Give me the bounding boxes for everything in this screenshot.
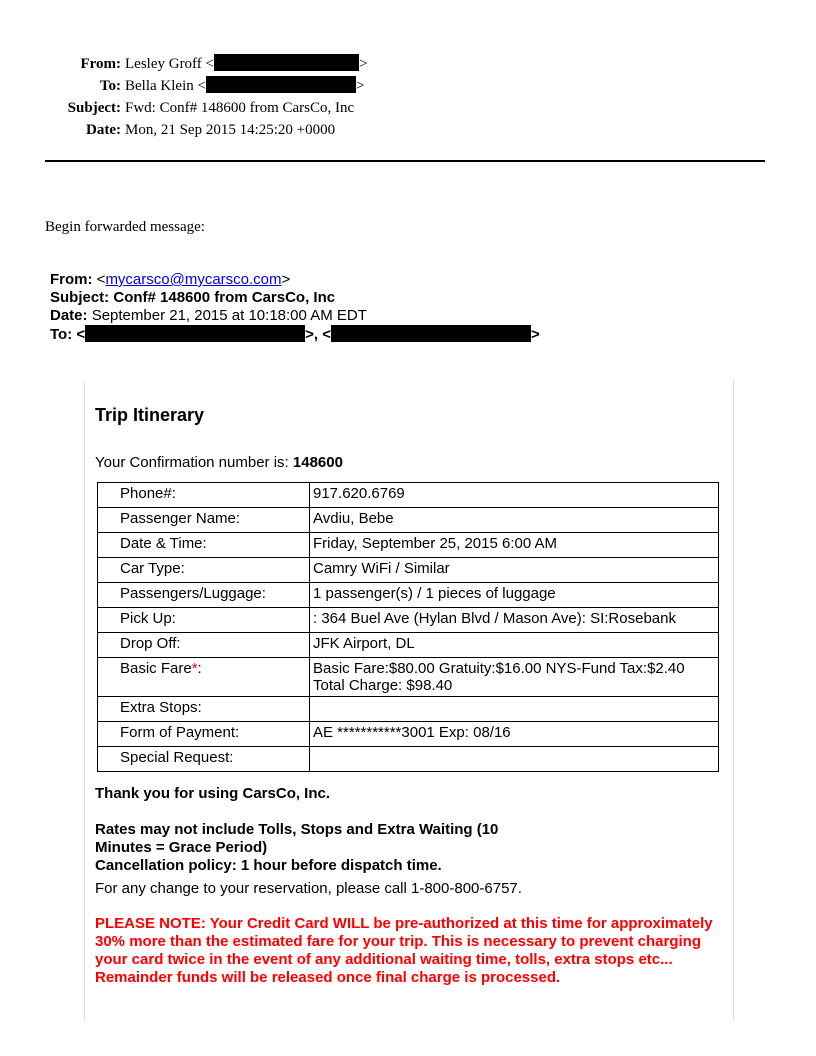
rates-note: Rates may not include Tolls, Stops and Extra Waiting (10 Minutes = Grace Period) bbox=[95, 821, 499, 856]
table-row bbox=[98, 697, 719, 722]
row-label: Passengers/Luggage: bbox=[98, 583, 310, 608]
fwd-from-label: From: bbox=[50, 271, 93, 288]
table-row bbox=[98, 508, 719, 533]
fwd-from-open: < bbox=[96, 271, 106, 288]
row-label: Car Type: bbox=[98, 558, 310, 583]
fwd-to-label: To: bbox=[50, 326, 73, 343]
table-row bbox=[98, 583, 719, 608]
total-charge: Total Charge: $98.40 bbox=[313, 677, 453, 694]
fwd-date-row bbox=[50, 307, 540, 325]
row-value bbox=[310, 747, 719, 772]
fwd-to-mid: >, < bbox=[305, 326, 332, 343]
row-label: Pick Up: bbox=[98, 608, 310, 633]
row-value: Avdiu, Bebe bbox=[310, 508, 719, 533]
fwd-date-value: September 21, 2015 at 10:18:00 AM EDT bbox=[91, 307, 367, 324]
basic-fare-colon: : bbox=[197, 660, 202, 677]
row-value: JFK Airport, DL bbox=[310, 633, 719, 658]
fwd-date-label: Date: bbox=[50, 307, 88, 324]
outer-to-name: Bella Klein < bbox=[125, 78, 206, 94]
table-row bbox=[98, 722, 719, 747]
outer-from-row bbox=[0, 53, 816, 75]
confirmation-prefix: Your Confirmation number is: bbox=[95, 454, 289, 471]
outer-to-value bbox=[125, 75, 364, 97]
outer-date-label: Date: bbox=[86, 122, 121, 138]
table-row bbox=[98, 483, 719, 508]
row-label: Form of Payment: bbox=[98, 722, 310, 747]
outer-date-value: Mon, 21 Sep 2015 14:25:20 +0000 bbox=[125, 122, 336, 138]
row-label: Extra Stops: bbox=[98, 697, 310, 722]
preauthorization-note: PLEASE NOTE: Your Credit Card WILL be pre-authorized at this time for approximately 30% more than the estimated fare for your trip. This is necessary to prevent charging your card twice in the event of any additional waiting time, tolls, extra stops etc... Remainder funds will be released once final charge is processed. bbox=[95, 915, 713, 986]
trip-itinerary-title: Trip Itinerary bbox=[95, 405, 205, 425]
row-value bbox=[310, 697, 719, 722]
fwd-to-row bbox=[50, 325, 540, 344]
thank-you-text: Thank you for using CarsCo, Inc. bbox=[95, 785, 331, 802]
row-value bbox=[310, 658, 719, 697]
fare-breakdown: Basic Fare:$80.00 Gratuity:$16.00 NYS-Fund Tax:$2.40 bbox=[313, 660, 685, 677]
confirmation-number: 148600 bbox=[292, 454, 343, 471]
table-row bbox=[98, 608, 719, 633]
cancellation-policy: Cancellation policy: 1 hour before dispatch time. bbox=[95, 857, 442, 874]
row-label: Drop Off: bbox=[98, 633, 310, 658]
fwd-subject-value: Conf# 148600 from CarsCo, Inc bbox=[113, 289, 336, 306]
redaction-bar bbox=[85, 325, 305, 342]
row-label: Date & Time: bbox=[98, 533, 310, 558]
begin-forwarded-text: Begin forwarded message: bbox=[45, 219, 205, 235]
outer-to-label: To: bbox=[99, 78, 121, 94]
row-value: 1 passenger(s) / 1 pieces of luggage bbox=[310, 583, 719, 608]
outer-email-header bbox=[0, 53, 816, 141]
row-value: 917.620.6769 bbox=[310, 483, 719, 508]
table-row bbox=[98, 533, 719, 558]
row-label: Passenger Name: bbox=[98, 508, 310, 533]
change-reservation-text: For any change to your reservation, please call 1-800-800-6757. bbox=[95, 880, 522, 897]
fwd-subject-row bbox=[50, 289, 540, 307]
fwd-subject-label: Subject: bbox=[50, 289, 110, 306]
row-value: Friday, September 25, 2015 6:00 AM bbox=[310, 533, 719, 558]
redaction-bar bbox=[206, 76, 356, 93]
outer-to-close: > bbox=[355, 78, 365, 94]
confirmation-line bbox=[95, 454, 343, 471]
fwd-from-row bbox=[50, 271, 540, 289]
row-label: Phone#: bbox=[98, 483, 310, 508]
row-label bbox=[98, 658, 310, 697]
basic-fare-label: Basic Fare bbox=[120, 660, 192, 677]
itinerary-table bbox=[97, 482, 719, 772]
outer-to-row bbox=[0, 75, 816, 97]
required-asterisk: * bbox=[191, 660, 198, 677]
row-value: AE ***********3001 Exp: 08/16 bbox=[310, 722, 719, 747]
fwd-from-email-link[interactable]: mycarsco@mycarsco.com bbox=[105, 271, 282, 288]
redaction-bar bbox=[331, 325, 531, 342]
outer-date-row bbox=[0, 119, 816, 141]
outer-from-value bbox=[125, 53, 367, 75]
outer-subject-row bbox=[0, 97, 816, 119]
outer-from-name: Lesley Groff < bbox=[125, 56, 214, 72]
fwd-to-close: > bbox=[531, 326, 540, 343]
table-row bbox=[98, 633, 719, 658]
table-row bbox=[98, 658, 719, 697]
outer-from-close: > bbox=[359, 56, 368, 72]
outer-subject-label: Subject: bbox=[67, 100, 121, 116]
redaction-bar bbox=[214, 54, 359, 71]
header-divider bbox=[45, 160, 765, 162]
table-row bbox=[98, 747, 719, 772]
fwd-from-close: > bbox=[281, 271, 291, 288]
rates-policy bbox=[95, 821, 555, 875]
outer-from-label: From: bbox=[80, 56, 121, 72]
table-row bbox=[98, 558, 719, 583]
row-value: : 364 Buel Ave (Hylan Blvd / Mason Ave): SI:Rosebank bbox=[310, 608, 719, 633]
outer-subject-value: Fwd: Conf# 148600 from CarsCo, Inc bbox=[125, 100, 355, 116]
forwarded-header bbox=[50, 271, 540, 344]
row-label: Special Request: bbox=[98, 747, 310, 772]
row-value: Camry WiFi / Similar bbox=[310, 558, 719, 583]
fwd-to-open: < bbox=[76, 326, 86, 343]
